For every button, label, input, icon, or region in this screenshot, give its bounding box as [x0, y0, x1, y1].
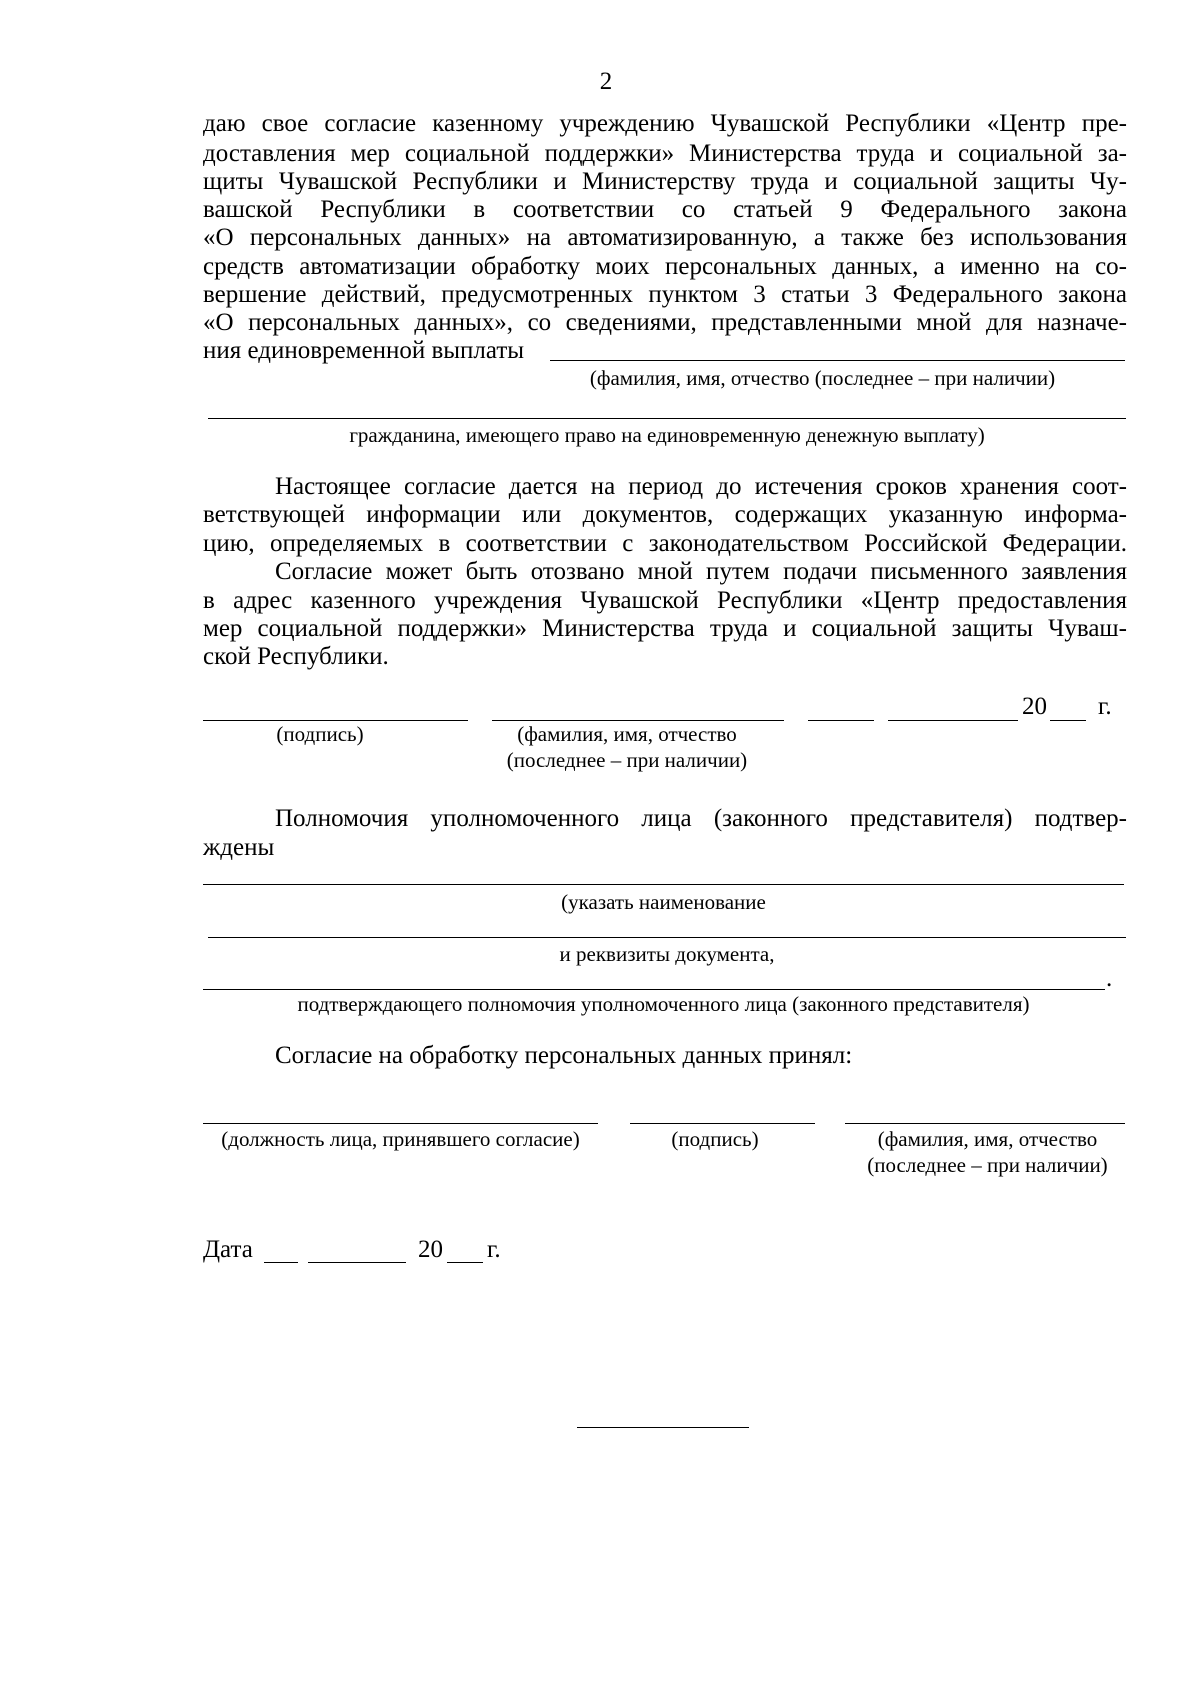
caption-accepted-fio2: (последнее – при наличии) [867, 1153, 1108, 1177]
consent-line: доставления мер социальной поддержки» Министерства труда и социальной за- [203, 140, 1127, 167]
month-line[interactable] [888, 720, 1018, 721]
period-line: цию, определяемых в соответствии с законодательством Российской Федерации. [203, 530, 1127, 557]
date-day-line[interactable] [264, 1262, 298, 1263]
accepted-fio-line[interactable] [845, 1123, 1125, 1124]
caption-position: (должность лица, принявшего согласие) [221, 1127, 580, 1151]
date-year-prefix: 20 [418, 1236, 443, 1263]
consent-line: щиты Чувашской Республики и Министерству труда и социальной защиты Чу- [203, 168, 1127, 195]
authority-last-line: ждены [203, 834, 275, 861]
trailing-dot: . [1106, 965, 1113, 992]
caption-fio-citizen: (фамилия, имя, отчество (последнее – при наличии) [589, 366, 1056, 390]
revoke-line: мер социальной поддержки» Министерства труда и социальной защиты Чуваш- [203, 615, 1127, 642]
doc-details-line[interactable] [208, 937, 1126, 938]
date-month-line[interactable] [308, 1262, 406, 1263]
caption-signature: (подпись) [276, 722, 364, 746]
doc-name-line[interactable] [203, 884, 1124, 885]
doc-confirming-line[interactable] [203, 989, 1105, 990]
consent-line: вершение действий, предусмотренных пунктом 3 статьи 3 Федерального закона [203, 281, 1127, 308]
date-year-line[interactable] [447, 1262, 483, 1263]
end-separator [577, 1427, 749, 1428]
signature-line[interactable] [203, 720, 468, 721]
caption-accepted-signature: (подпись) [671, 1127, 759, 1151]
position-line[interactable] [203, 1123, 598, 1124]
year-prefix: 20 [1022, 693, 1047, 720]
day-line[interactable] [808, 720, 874, 721]
fio-line[interactable] [492, 720, 784, 721]
consent-line: средств автоматизации обработку моих персональных данных, а именно на со- [203, 253, 1127, 280]
year-suffix: г. [1098, 693, 1112, 720]
revoke-last-line: ской Республики. [203, 643, 389, 670]
date-label: Дата [203, 1236, 253, 1263]
authority-line: Полномочия уполномоченного лица (законного представителя) подтвер- [275, 805, 1127, 832]
year-line[interactable] [1050, 720, 1086, 721]
consent-last-line: ния единовременной выплаты [203, 337, 525, 364]
date-year-suffix: г. [487, 1236, 501, 1263]
accepted-signature-line[interactable] [630, 1123, 815, 1124]
caption-fio-line1: (фамилия, имя, отчество [517, 722, 737, 746]
consent-line: «О персональных данных» на автоматизированную, а также без использования [203, 224, 1127, 251]
fio-citizen-line [550, 360, 1125, 361]
revoke-line: в адрес казенного учреждения Чувашской Республики «Центр предоставления [203, 587, 1127, 614]
caption-fio-line2: (последнее – при наличии) [506, 748, 748, 772]
period-line: Настоящее согласие дается на период до истечения сроков хранения соот- [275, 473, 1127, 500]
caption-doc-confirming: подтверждающего полномочия уполномоченного лица (законного представителя) [297, 992, 1030, 1016]
caption-citizen-right: гражданина, имеющего право на единовременную денежную выплату) [349, 423, 985, 447]
consent-line: «О персональных данных», со сведениями, представленными мной для назначе- [203, 309, 1127, 336]
caption-accepted-fio1: (фамилия, имя, отчество [877, 1127, 1098, 1151]
period-line: ветствующей информации или документов, содержащих указанную информа- [203, 501, 1127, 528]
caption-doc-name: (указать наименование [561, 890, 766, 914]
caption-doc-details: и реквизиты документа, [559, 942, 775, 966]
citizen-full-line [208, 418, 1126, 419]
accepted-heading: Согласие на обработку персональных данных принял: [275, 1042, 853, 1069]
consent-line: даю свое согласие казенному учреждению Чувашской Республики «Центр пре- [203, 110, 1127, 137]
consent-line: вашской Республики в соответствии со статьей 9 Федерального закона [203, 196, 1127, 223]
page-number: 2 [599, 68, 613, 95]
revoke-line: Согласие может быть отозвано мной путем подачи письменного заявления [275, 558, 1127, 585]
